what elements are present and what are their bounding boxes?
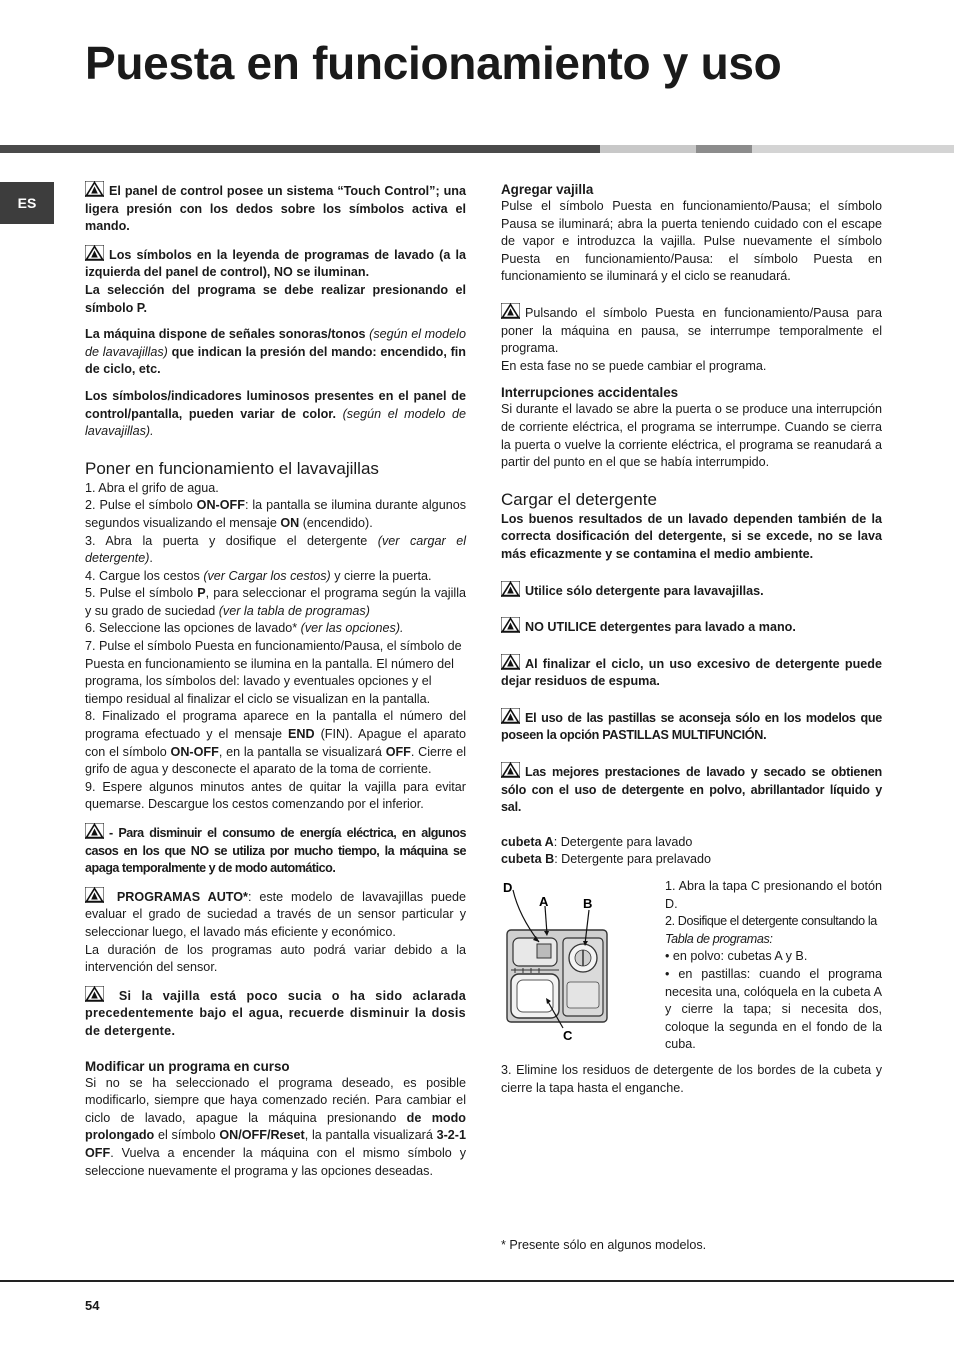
fig-label-b: B [583,896,593,912]
header-rule-mid [696,145,752,153]
warning-icon [501,654,520,670]
fig-label-c: C [563,1028,573,1044]
dispenser-b-line: cubeta B: Detergente para prelavado [501,852,712,867]
warning-icon [85,181,104,197]
dispenser-a-line: cubeta A: Detergente para lavado [501,834,693,849]
step-5: 5. Pulse el símbolo P, para seleccionar el programa según la vajilla y su grado de suciedad (ver la tabla de programas) [85,586,466,618]
section-heading-modify: Modificar un programa en curso [85,1058,290,1074]
add-dishes-paragraph: Pulse el símbolo Puesta en funcionamiento/Pausa; el símbolo Pausa se iluminará; abra la puerta teniendo cuidado con el escape de vapor e introduzca la vajilla. Pulse nuevamente el símbolo Puesta en funcionamiento/Pausa: el símbolo Puesta en funcionamiento se iluminará y el ciclo se reanudará. [501,199,882,284]
detergent-warning-1: Utilice sólo detergente para lavavajillas. [501,581,882,601]
fig-step-2: 2. Dosifique el detergente consultando la Tabla de programas: [665,914,877,946]
fig-label-d: D [503,880,513,896]
detergent-warning-5: Las mejores prestaciones de lavado y secado se obtienen sólo con el uso de detergente en polvo, abrillantador líquido y sal. [501,762,882,817]
step-3: 3. Abra la puerta y dosifique el detergente (ver cargar el detergente). [85,533,466,566]
step-8: 8. Finalizado el programa aparece en la pantalla el número del programa efectuado y el mensaje END (FIN). Apague el aparato con el símbolo ON-OFF, en la pantalla se visualizará OFF. Cierre el grifo de agua y desconecte el aparato de la toma de corriente. [85,709,467,777]
header-rule-light [600,145,696,153]
header-rule-light-end [752,145,954,153]
header-rule-dark [0,145,600,153]
energy-warning: - Para disminuir el consumo de energía eléctrica, en algunos casos en los que NO se utiliza por mucho tiempo, la máquina se apaga temporalmente y de modo automático. [85,823,466,878]
section-heading-detergent: Cargar el detergente [501,489,657,509]
warning-icon [501,617,520,633]
step-9: 9. Espere algunos minutos antes de quitar la vajilla para evitar quemarse. Descargue los cestos comenzando por el inferior. [85,779,466,812]
step-7: 7. Pulse el símbolo Puesta en funcionamiento/Pausa, el símbolo de Puesta en funcionamiento se ilumina en la pantalla. El número del programa, los símbolos del: lavado y eventuales opciones y el tiempo residual al finalizar el ciclo se visualizan en la pantalla. [85,639,462,706]
modify-paragraph: Si no se ha seleccionado el programa deseado, es posible modificarlo, siempre que haya comenzado recién. Para cambiar el ciclo de lavado, apague la máquina presionando de modo prolongado el símbolo ON/OFF/Reset, la pantalla visualizará 3-2-1 OFF. Vuelva a encender la máquina con el mismo símbolo y seleccione nuevamente el programa y las opciones deseadas. [85,1075,466,1178]
detergent-intro: Los buenos resultados de un lavado dependen también de la correcta dosificación del detergente, si se excede, no se lava más eficazmente y se contamina el medio ambiente. [501,511,882,561]
pause-warning: Pulsando el símbolo Puesta en funcionamiento/Pausa para poner la máquina en pausa, se interrumpe temporalmente el programa. En esta fase no se puede cambiar el programa. [501,303,882,375]
warning-icon [501,303,520,319]
warning-icon [501,762,520,778]
dirty-dishes-warning: Si la vajilla está poco sucia o ha sido aclarada precedentemente bajo el agua, recuerde disminuir la dosis de detergente. [85,986,466,1041]
warning-icon [501,581,520,597]
step-4: 4. Cargue los cestos (ver Cargar los cestos) y cierre la puerta. [85,568,432,583]
step-1: 1. Abra el grifo de agua. [85,480,219,495]
section-heading-add: Agregar vajilla [501,182,594,197]
luminous-indicators-note: Los símbolos/indicadores luminosos presentes en el panel de control/pantalla, pueden variar de color. (según el modelo de lavavajillas). [85,388,466,439]
section-heading-start: Poner en funcionamiento el lavavajillas [85,458,379,478]
fig-bullet-tablets: • en pastillas: cuando el programa necesita una, colóquela en la cubeta A y cierre la tapa; si necesita dos, coloque la segunda en el fondo de la cuba. [665,967,882,1052]
detergent-warning-4: El uso de las pastillas se aconseja sólo en los modelos que poseen la opción PASTILLAS MULTIFUNCIÓN. [501,708,882,745]
warning-icon [85,823,104,839]
language-tab: ES [0,182,54,224]
sound-signals-note: La máquina dispone de señales sonoras/tonos (según el modelo de lavavajillas) que indican la presión del mando: encendido, fin de ciclo, etc. [85,327,466,377]
auto-programs-warning: PROGRAMAS AUTO*: este modelo de lavavajillas puede evaluar el grado de suciedad a través de un sensor particular y seleccionar luego, el lavado más eficiente y económico. La duración de los programas auto podrá variar debido a la intervención del sensor. [85,887,466,977]
step-6: 6. Seleccione las opciones de lavado* (ver las opciones). [85,621,404,636]
footer-rule [0,1280,954,1282]
detergent-dispenser-illustration [501,878,613,1044]
touch-control-warning: El panel de control posee un sistema “Touch Control”; una ligera presión con los dedos sobre los símbolos activa el mando. [85,181,466,236]
warning-icon [85,887,104,903]
fig-step-3: 3. Elimine los residuos de detergente de los bordes de la cubeta y cierre la tapa hasta el enganche. [501,1063,882,1095]
detergent-warning-2: NO UTILICE detergentes para lavado a mano. [501,617,882,637]
page-title: Puesta en funcionamiento y uso [85,37,782,89]
step-2: 2. Pulse el símbolo ON-OFF: la pantalla se ilumina durante algunos segundos visualizando el mensaje ON (encendido). [85,498,466,530]
footnote: * Presente sólo en algunos modelos. [501,1238,707,1252]
symbols-warning: Los símbolos en la leyenda de programas de lavado (a la izquierda del panel de control), NO se iluminan. La selección del programa se debe realizar presionando el símbolo P. [85,245,466,317]
warning-icon [85,986,104,1002]
fig-label-a: A [539,894,549,910]
interruptions-paragraph: Si durante el lavado se abre la puerta o se produce una interrupción de corriente eléctrica, el programa se interrumpe. Cuando se cierra la puerta o vuelve la corriente eléctrica, el programa se reanudará a partir del punto en el que se había interrumpido. [501,402,882,470]
page-number: 54 [85,1298,100,1313]
fig-bullet-powder: • en polvo: cubetas A y B. [665,949,808,964]
warning-icon [85,245,104,261]
fig-step-1: 1. Abra la tapa C presionando el botón D. [665,879,882,911]
section-heading-interruptions: Interrupciones accidentales [501,385,679,401]
right-column [501,181,882,1097]
dispenser-figure-block [501,878,882,1062]
left-column [85,181,466,1180]
warning-icon [501,708,520,724]
detergent-warning-3: Al finalizar el ciclo, un uso excesivo de detergente puede dejar residuos de espuma. [501,654,882,691]
dispenser-instructions [665,878,882,1054]
